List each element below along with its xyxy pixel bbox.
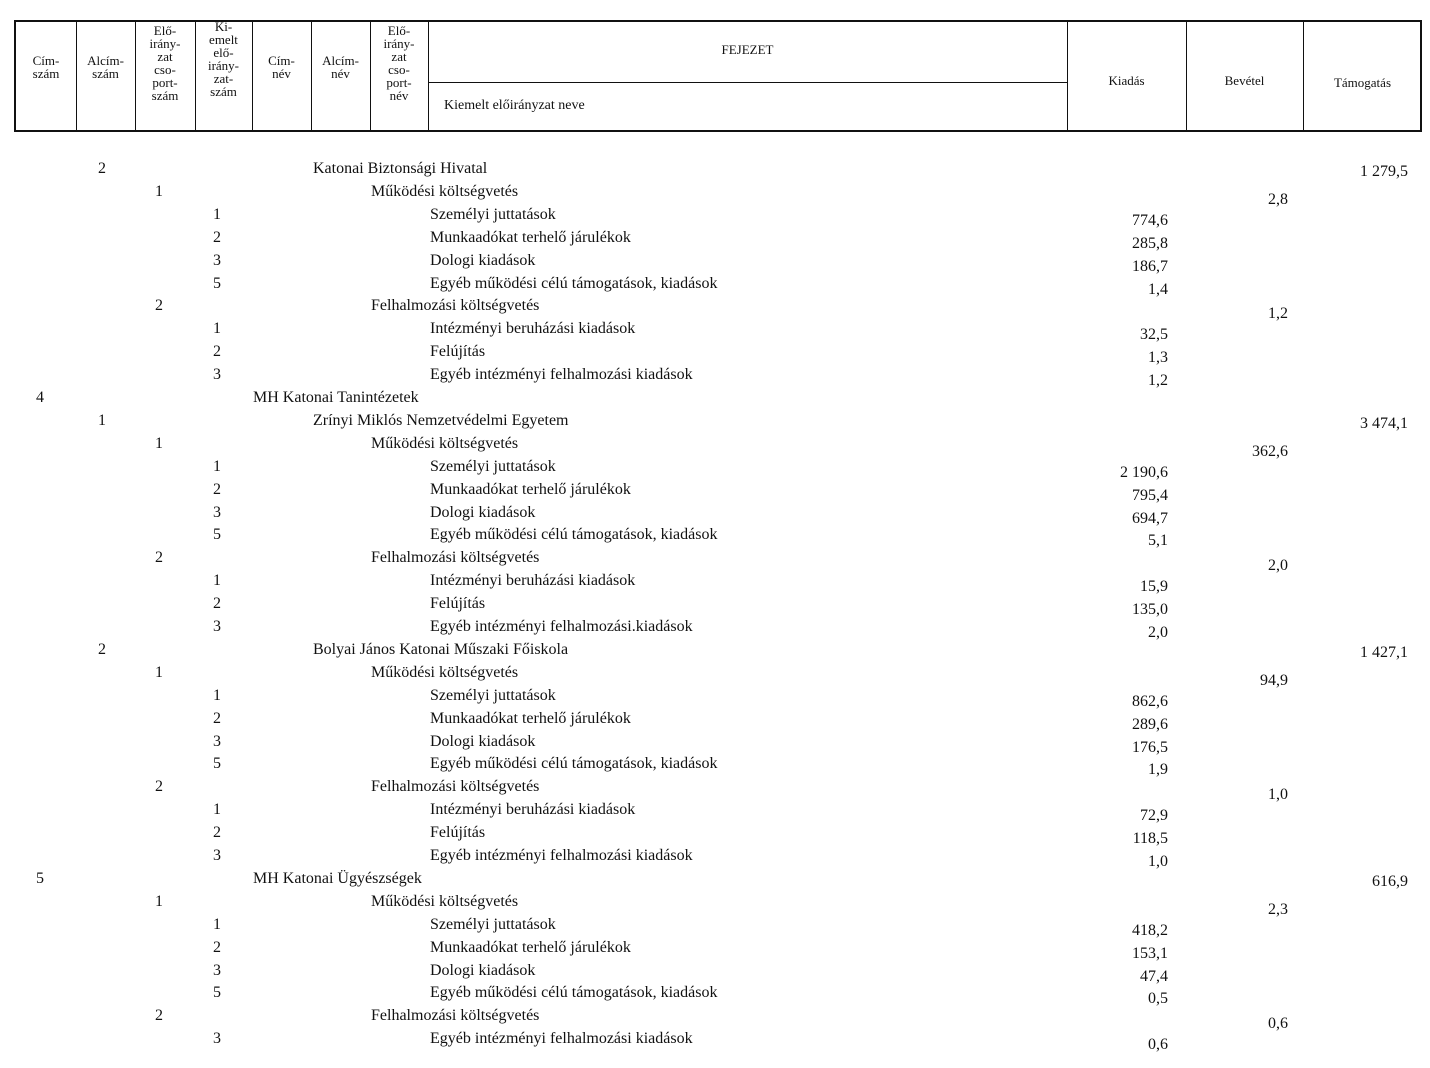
kiemelt-eloiranyzat-szam: 3	[213, 732, 221, 750]
row-name: Intézményi beruházási kiadások	[430, 320, 636, 338]
table-row	[0, 342, 1430, 367]
header-kiadas: Kiadás	[1108, 73, 1145, 88]
kiadas-value: 1,3	[1148, 349, 1168, 367]
kiemelt-eloiranyzat-szam: 3	[213, 366, 221, 384]
table-row	[0, 869, 1430, 889]
row-name: Intézményi beruházási kiadások	[430, 572, 636, 590]
kiemelt-eloiranyzat-szam: 1	[213, 320, 221, 338]
row-name: Egyéb intézményi felhalmozási kiadások	[430, 366, 693, 384]
row-name: Munkaadókat terhelő járulékok	[430, 228, 631, 246]
kiadas-value: 2 190,6	[1120, 463, 1168, 481]
eloiranyzat-csoport-szam: 2	[155, 1007, 163, 1025]
kiemelt-eloiranyzat-szam: 1	[213, 572, 221, 590]
kiadas-value: 32,5	[1140, 326, 1168, 344]
header-kiemelt-eloiranyzat-neve: Kiemelt előirányzat neve	[444, 98, 585, 113]
tamogatas-value: 616,9	[1372, 872, 1408, 890]
kiemelt-eloiranyzat-szam: 2	[213, 343, 221, 361]
bevetel-value: 94,9	[1260, 671, 1288, 689]
row-name: Bolyai János Katonai Műszaki Főiskola	[313, 640, 569, 658]
kiemelt-eloiranyzat-szam: 3	[213, 847, 221, 864]
row-name: Dologi kiadások	[430, 961, 536, 979]
table-row	[0, 686, 1430, 710]
row-name: Felhalmozási költségvetés	[371, 549, 540, 567]
row-name: Katonai Biztonsági Hivatal	[313, 160, 488, 177]
header-alcimnev: Alcím- név	[322, 53, 359, 81]
bevetel-value: 2,8	[1268, 190, 1288, 208]
row-name: Személyi juttatások	[430, 686, 556, 704]
table-row	[0, 388, 1430, 408]
table-row	[0, 319, 1430, 344]
table-row	[0, 365, 1430, 390]
header-cimnev: Cím- név	[268, 53, 295, 81]
table-row	[0, 480, 1430, 504]
bevetel-value: 1,0	[1268, 786, 1288, 804]
table-row	[0, 525, 1430, 550]
eloiranyzat-csoport-szam: 2	[155, 549, 163, 567]
kiadas-value: 774,6	[1132, 211, 1168, 229]
bevetel-value: 2,0	[1268, 557, 1288, 575]
table-row	[0, 548, 1430, 575]
kiemelt-eloiranyzat-szam: 1	[213, 801, 221, 819]
kiadas-value: 795,4	[1132, 486, 1168, 504]
alcim-szam: 2	[98, 640, 106, 658]
table-row	[0, 663, 1430, 689]
kiadas-value: 1,0	[1148, 853, 1168, 870]
kiemelt-eloiranyzat-szam: 2	[213, 709, 221, 727]
eloiranyzat-csoport-szam: 1	[155, 892, 163, 910]
kiadas-value: 118,5	[1132, 830, 1168, 848]
row-name: Felhalmozási költségvetés	[371, 778, 540, 796]
row-name: Zrínyi Miklós Nemzetvédelmi Egyetem	[313, 411, 569, 429]
header-fejezet: FEJEZET	[721, 42, 774, 57]
table-row	[0, 434, 1430, 460]
kiadas-value: 0,6	[1148, 1036, 1168, 1054]
table-row	[0, 983, 1430, 1008]
row-name: Egyéb intézményi felhalmozási kiadások	[430, 847, 693, 864]
row-name: Egyéb intézményi felhalmozási.kiadások	[430, 618, 693, 635]
kiemelt-eloiranyzat-szam: 3	[213, 1030, 221, 1048]
row-name: MH Katonai Ügyészségek	[253, 869, 422, 887]
table-row	[0, 823, 1430, 848]
table-row	[0, 411, 1430, 431]
table-row	[0, 503, 1430, 527]
kiemelt-eloiranyzat-szam: 3	[213, 503, 221, 521]
row-name: Egyéb működési célú támogatások, kiadások	[430, 755, 718, 773]
row-name: Felhalmozási költségvetés	[371, 297, 540, 315]
header-alcimszam: Alcím- szám	[87, 53, 124, 81]
row-name: Felújítás	[430, 824, 486, 842]
table-row	[0, 251, 1430, 275]
row-name: Személyi juttatások	[430, 457, 556, 475]
kiadas-value: 862,6	[1132, 692, 1168, 710]
kiemelt-eloiranyzat-szam: 3	[213, 618, 221, 635]
row-name: Személyi juttatások	[430, 915, 556, 933]
table-row	[0, 1029, 1430, 1054]
kiemelt-eloiranyzat-szam: 5	[213, 526, 221, 544]
header-cimszam: Cím- szám	[32, 53, 60, 81]
row-name: Dologi kiadások	[430, 503, 536, 521]
kiadas-value: 15,9	[1140, 578, 1168, 596]
kiemelt-eloiranyzat-szam: 2	[213, 938, 221, 956]
kiemelt-eloiranyzat-szam: 1	[213, 205, 221, 223]
kiemelt-eloiranyzat-szam: 5	[213, 274, 221, 292]
bevetel-value: 0,6	[1268, 1015, 1288, 1033]
row-name: Intézményi beruházási kiadások	[430, 801, 636, 819]
table-row	[0, 915, 1430, 939]
row-name: Személyi juttatások	[430, 205, 556, 223]
row-name: Egyéb működési célú támogatások, kiadások	[430, 274, 718, 292]
alcim-szam: 2	[98, 160, 106, 177]
tamogatas-value: 3 474,1	[1360, 414, 1408, 432]
kiemelt-eloiranyzat-szam: 2	[213, 480, 221, 498]
table-row	[0, 571, 1430, 596]
kiadas-value: 1,2	[1148, 372, 1168, 390]
kiadas-value: 289,6	[1132, 715, 1168, 733]
row-name: Felhalmozási költségvetés	[371, 1007, 540, 1025]
bevetel-value: 362,6	[1252, 442, 1288, 460]
kiadas-value: 2,0	[1148, 624, 1168, 641]
kiadas-value: 135,0	[1132, 601, 1168, 619]
bevetel-value: 1,2	[1268, 305, 1288, 323]
kiadas-value: 47,4	[1140, 967, 1168, 985]
header-kiemelt-eloiranyzat-szam: Ki- emelt elő- irány- zat- szám	[207, 19, 240, 99]
table-row	[0, 892, 1430, 918]
header-tamogatas: Támogatás	[1333, 75, 1392, 90]
row-name: Működési költségvetés	[371, 434, 519, 452]
row-name: Dologi kiadások	[430, 732, 536, 750]
table-row	[0, 159, 1430, 179]
header-eloiranyzat-csoport-nev: Elő- irány- zat cso- port- név	[383, 23, 415, 103]
table-row	[0, 205, 1430, 229]
row-name: Működési költségvetés	[371, 663, 519, 681]
header-bevetel: Bevétel	[1224, 73, 1265, 88]
table-row	[0, 800, 1430, 825]
cim-szam: 4	[36, 389, 44, 406]
kiemelt-eloiranyzat-szam: 3	[213, 961, 221, 979]
row-name: MH Katonai Tanintézetek	[253, 389, 419, 406]
row-name: Felújítás	[430, 595, 486, 613]
header-eloiranyzat-csoport-szam: Elő- irány- zat cso- port- szám	[149, 23, 181, 103]
kiemelt-eloiranyzat-szam: 1	[213, 686, 221, 704]
kiemelt-eloiranyzat-szam: 3	[213, 251, 221, 269]
kiadas-value: 176,5	[1132, 738, 1168, 756]
kiemelt-eloiranyzat-szam: 1	[213, 915, 221, 933]
table-row	[0, 457, 1430, 481]
row-name: Működési költségvetés	[371, 892, 519, 910]
kiadas-value: 418,2	[1132, 921, 1168, 939]
tamogatas-value: 1 427,1	[1360, 643, 1408, 661]
table-row	[0, 1006, 1430, 1033]
kiadas-value: 1,4	[1148, 280, 1168, 298]
table-row	[0, 938, 1430, 962]
table-row	[0, 754, 1430, 779]
table-row	[0, 594, 1430, 619]
table-row	[0, 640, 1430, 660]
table-row	[0, 732, 1430, 756]
row-name: Munkaadókat terhelő járulékok	[430, 938, 631, 956]
table-row	[0, 709, 1430, 733]
table-row	[0, 961, 1430, 985]
row-name: Egyéb intézményi felhalmozási kiadások	[430, 1030, 693, 1048]
row-name: Egyéb működési célú támogatások, kiadások	[430, 984, 718, 1002]
kiadas-value: 694,7	[1132, 509, 1168, 527]
cim-szam: 5	[36, 869, 44, 887]
alcim-szam: 1	[98, 411, 106, 429]
bevetel-value: 2,3	[1268, 900, 1288, 918]
row-name: Dologi kiadások	[430, 251, 536, 269]
kiemelt-eloiranyzat-szam: 2	[213, 824, 221, 842]
row-name: Működési költségvetés	[371, 182, 519, 200]
kiadas-value: 0,5	[1148, 990, 1168, 1008]
kiemelt-eloiranyzat-szam: 5	[213, 755, 221, 773]
kiemelt-eloiranyzat-szam: 2	[213, 595, 221, 613]
eloiranyzat-csoport-szam: 1	[155, 182, 163, 200]
table-row	[0, 182, 1430, 208]
eloiranyzat-csoport-szam: 1	[155, 663, 163, 681]
eloiranyzat-csoport-szam: 2	[155, 297, 163, 315]
table-row	[0, 274, 1430, 298]
row-name: Munkaadókat terhelő járulékok	[430, 709, 631, 727]
table-row	[0, 228, 1430, 252]
kiadas-value: 153,1	[1132, 944, 1168, 962]
kiemelt-eloiranyzat-szam: 5	[213, 984, 221, 1002]
kiemelt-eloiranyzat-szam: 1	[213, 457, 221, 475]
row-name: Egyéb működési célú támogatások, kiadások	[430, 526, 718, 544]
table-row	[0, 777, 1430, 804]
table-row	[0, 296, 1430, 323]
row-name: Felújítás	[430, 343, 486, 361]
eloiranyzat-csoport-szam: 2	[155, 778, 163, 796]
eloiranyzat-csoport-szam: 1	[155, 434, 163, 452]
tamogatas-value: 1 279,5	[1360, 163, 1408, 180]
kiadas-value: 285,8	[1132, 234, 1168, 252]
row-name: Munkaadókat terhelő járulékok	[430, 480, 631, 498]
kiadas-value: 5,1	[1148, 532, 1168, 550]
kiadas-value: 186,7	[1132, 257, 1168, 275]
kiadas-value: 72,9	[1140, 807, 1168, 825]
table-row	[0, 846, 1430, 870]
kiadas-value: 1,9	[1148, 761, 1168, 779]
kiemelt-eloiranyzat-szam: 2	[213, 228, 221, 246]
table-row	[0, 617, 1430, 641]
